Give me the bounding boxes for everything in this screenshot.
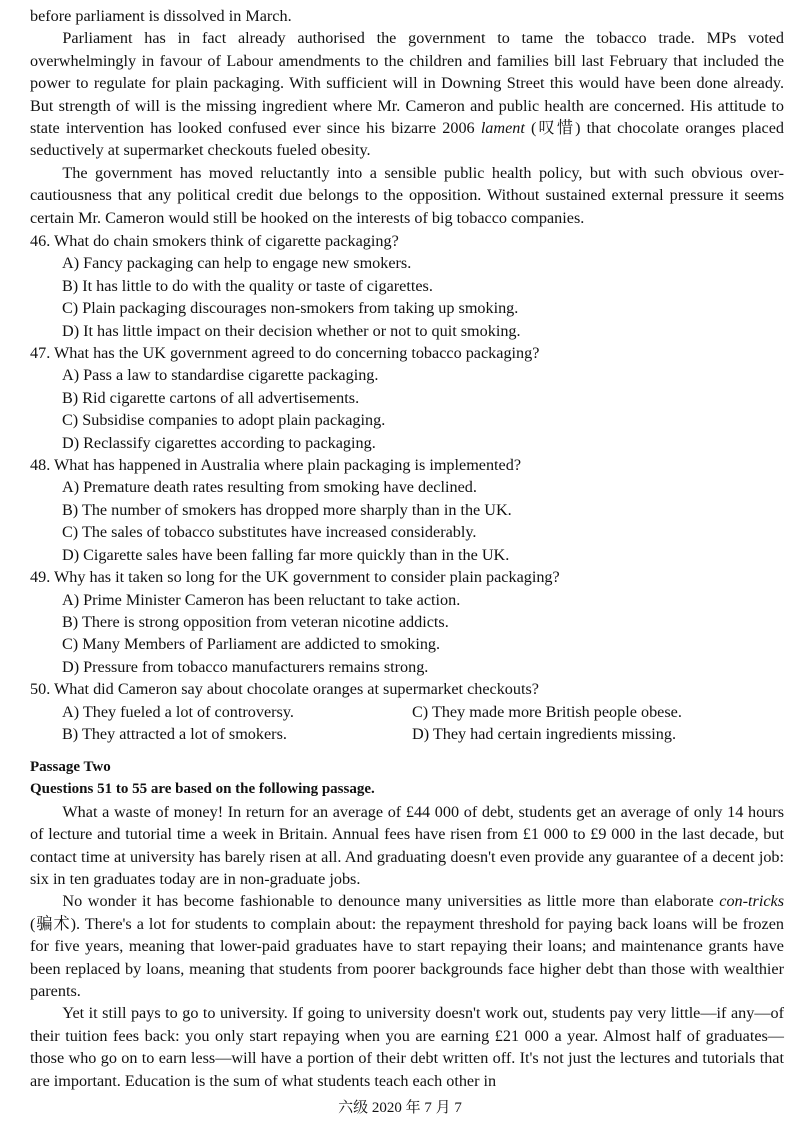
option-d: D) They had certain ingredients missing. bbox=[412, 724, 677, 743]
question-stem: 47. What has the UK government agreed to do concerning tobacco packaging? bbox=[30, 344, 540, 363]
paragraph: Yet it still pays to go to university. If going to university doesn't work out, students pay very little—if any—of their tuition fees back: you only start repaying when you are earning £21 000 a year. Almost half of graduates—those who go on to earn less—will have a portion of their debt written off. It's not just the lectures and tutorials that are important. Education is the sum of what students teach each other in bbox=[30, 1004, 784, 1090]
passage-one-text bbox=[30, 5, 784, 229]
italic-term: lament bbox=[480, 119, 525, 138]
paragraph-lead: before parliament is dissolved in March. bbox=[30, 7, 292, 25]
question-stem: 49. Why has it taken so long for the UK government to consider plain packaging? bbox=[30, 568, 560, 587]
question-46 bbox=[30, 230, 784, 342]
question-47 bbox=[30, 342, 784, 454]
question-stem: 50. What did Cameron say about chocolate oranges at supermarket checkouts? bbox=[30, 680, 539, 699]
option-b: B) The number of smokers has dropped more sharply than in the UK. bbox=[62, 500, 512, 519]
option-d: D) Cigarette sales have been falling far more quickly than in the UK. bbox=[62, 545, 510, 564]
paragraph-text: (叹惜) that chocolate oranges placed seductively at supermarket checkouts fueled obesity. bbox=[30, 119, 784, 160]
passage-title: Passage Two bbox=[30, 759, 111, 775]
option-d: D) Reclassify cigarettes according to packaging. bbox=[62, 433, 376, 452]
option-d: D) Pressure from tobacco manufacturers remains strong. bbox=[62, 657, 429, 676]
paragraph bbox=[30, 27, 784, 161]
paragraph-text: No wonder it has become fashionable to denounce many universities as little more than elaborate bbox=[62, 892, 720, 911]
paragraph bbox=[30, 890, 784, 1002]
question-stem: 46. What do chain smokers think of cigarette packaging? bbox=[30, 232, 399, 250]
paragraph: The government has moved reluctantly into a sensible public health policy, but with such obvious over-cautiousness that any political credit due belongs to the opposition. Without sustained external pressure it seems certain Mr. Cameron would still be hooked on the interests of big tobacco companies. bbox=[30, 163, 784, 227]
option-row bbox=[62, 701, 784, 723]
passage-instruction: Questions 51 to 55 are based on the following passage. bbox=[30, 781, 375, 798]
option-c: C) They made more British people obese. bbox=[412, 702, 682, 721]
option-a: A) Fancy packaging can help to engage new smokers. bbox=[62, 254, 412, 273]
option-c: C) Many Members of Parliament are addicted to smoking. bbox=[62, 635, 441, 654]
question-50 bbox=[30, 678, 784, 745]
option-b: B) Rid cigarette cartons of all advertisements. bbox=[62, 388, 360, 407]
passage-two bbox=[30, 756, 784, 1092]
page-footer: 六级 2020 年 7 月 7 bbox=[338, 1100, 462, 1116]
option-row bbox=[62, 723, 784, 745]
option-c: C) Subsidise companies to adopt plain packaging. bbox=[62, 411, 386, 430]
option-d: D) It has little impact on their decision whether or not to quit smoking. bbox=[62, 321, 521, 340]
option-a: A) They fueled a lot of controversy. bbox=[62, 702, 294, 721]
option-b: B) They attracted a lot of smokers. bbox=[62, 724, 287, 743]
question-48 bbox=[30, 454, 784, 566]
option-c: C) The sales of tobacco substitutes have increased considerably. bbox=[62, 523, 477, 542]
option-c: C) Plain packaging discourages non-smokers from taking up smoking. bbox=[62, 299, 519, 318]
paragraph: What a waste of money! In return for an average of £44 000 of debt, students get an average of only 14 hours of lecture and tutorial time a week in Britain. Annual fees have risen from £1 000 to £9 000 in the last decade, but contact time at university has barely risen at all. And graduating doesn't even provide any guarantee of a decent job: six in ten graduates today are in non-graduate jobs. bbox=[30, 802, 784, 889]
option-a: A) Prime Minister Cameron has been reluctant to take action. bbox=[62, 590, 461, 609]
option-b: B) It has little to do with the quality or taste of cigarettes. bbox=[62, 276, 433, 295]
option-a: A) Premature death rates resulting from smoking have declined. bbox=[62, 478, 477, 497]
option-b: B) There is strong opposition from veteran nicotine addicts. bbox=[62, 612, 449, 631]
option-a: A) Pass a law to standardise cigarette packaging. bbox=[62, 366, 379, 385]
paragraph-text: Parliament has in fact already authorised the government to tame the tobacco trade. MPs voted overwhelmingly in favour of Labour amendments to the children and families bill last February that included the power to regulate for plain packaging. With sufficient will in Downing Street this would have been done already. But strength of will is the missing ingredient where Mr. Cameron and public health are concerned. His attitude to state intervention has looked confused ever since his bizarre 2006 bbox=[30, 29, 784, 138]
question-list bbox=[30, 230, 784, 745]
italic-term: con-tricks bbox=[719, 892, 784, 911]
paragraph-text: (骗术). There's a lot for students to complain about: the repayment threshold for paying back loans will be frozen for five years, meaning that lower-paid graduates have to start repaying their loans; and maintenance grants have been replaced by loans, meaning that students from poorer backgrounds face higher debt than those with wealthier parents. bbox=[30, 914, 784, 1001]
question-49 bbox=[30, 566, 784, 678]
question-stem: 48. What has happened in Australia where plain packaging is implemented? bbox=[30, 456, 522, 475]
